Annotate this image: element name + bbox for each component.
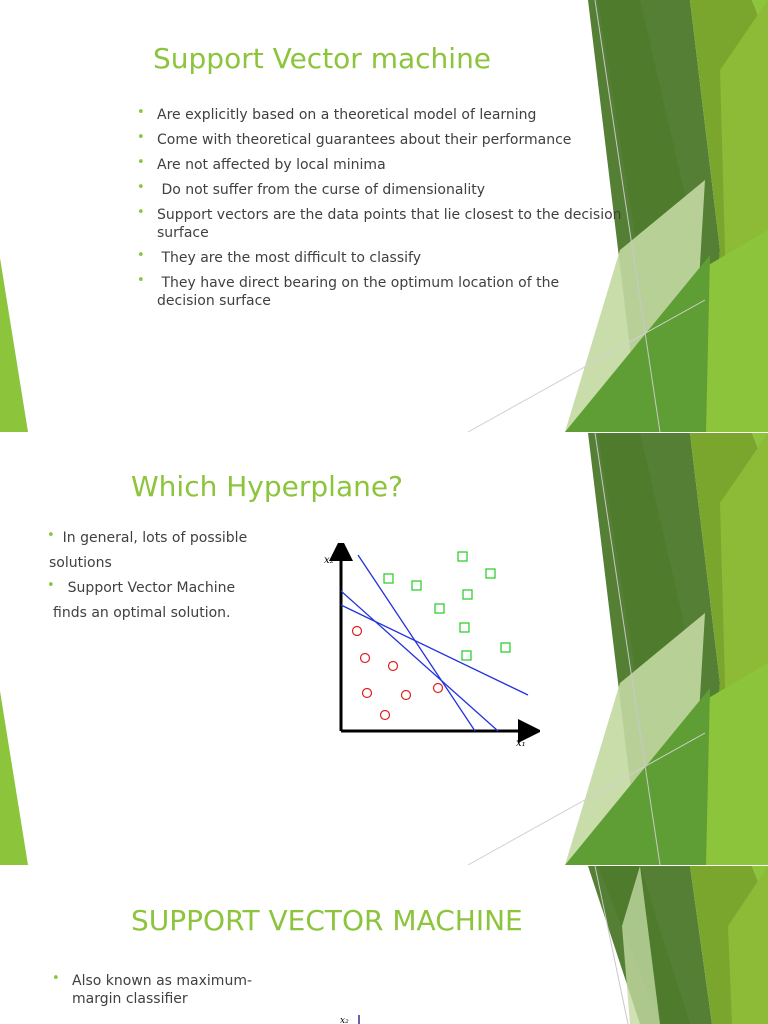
circle-point — [381, 711, 390, 720]
bullet-icon: • — [47, 528, 55, 543]
bullet-icon: • — [137, 105, 145, 120]
list-item: • Are explicitly based on a theoretical model of learning — [137, 105, 537, 123]
list-item: • They are the most difficult to classify — [137, 248, 422, 266]
square-point — [501, 643, 510, 652]
list-item: • Support vectors are the data points that lie closest to the decision surface — [137, 205, 622, 241]
hyperplane-figure — [320, 543, 540, 753]
square-point — [458, 552, 467, 561]
class-circles — [353, 627, 443, 720]
y-axis-label: x₂ — [324, 555, 334, 566]
hyperplane-line — [341, 591, 498, 731]
text-line: • Support Vector Machine — [47, 578, 236, 596]
bullet-list — [137, 106, 637, 310]
bullet-list — [52, 972, 282, 1008]
bullet-icon: • — [137, 205, 145, 220]
bullet-icon: • — [47, 578, 55, 593]
square-point — [462, 651, 471, 660]
square-point — [435, 604, 444, 613]
square-point — [460, 623, 469, 632]
bullet-icon: • — [137, 180, 145, 195]
margin-figure-partial — [338, 1014, 378, 1024]
bullet-icon: • — [137, 273, 145, 288]
list-item: • Are not affected by local minima — [137, 155, 386, 173]
square-point — [412, 581, 421, 590]
slide-3 — [0, 866, 768, 1024]
slide-1 — [0, 0, 768, 432]
circle-point — [363, 689, 372, 698]
slide-title: SUPPORT VECTOR MACHINE — [131, 904, 523, 937]
list-item: • Also known as maximum-margin classifier — [52, 971, 253, 1007]
slide-title: Support Vector machine — [153, 42, 492, 75]
text-line: • In general, lots of possible — [47, 528, 248, 546]
circle-point — [361, 654, 370, 663]
slide-2 — [0, 433, 768, 865]
class-squares — [384, 552, 510, 660]
list-item: • Do not suffer from the curse of dimensionality — [137, 180, 485, 198]
bullet-icon: • — [137, 155, 145, 170]
bullet-icon: • — [137, 130, 145, 145]
text-line: finds an optimal solution. — [53, 605, 231, 621]
circle-point — [434, 684, 443, 693]
slide-title: Which Hyperplane? — [131, 470, 403, 503]
list-item: • They have direct bearing on the optimum location of the decision surface — [137, 273, 564, 309]
bullet-icon: • — [137, 248, 145, 263]
text-line: solutions — [49, 555, 112, 571]
circle-point — [353, 627, 362, 636]
circle-point — [402, 691, 411, 700]
circle-point — [389, 662, 398, 671]
list-item: • Come with theoretical guarantees about their performance — [137, 130, 572, 148]
square-point — [486, 569, 495, 578]
square-point — [463, 590, 472, 599]
bullet-icon: • — [52, 971, 60, 986]
y-axis-label: x₂ — [340, 1016, 349, 1024]
x-axis-label: x₁ — [516, 738, 526, 749]
hyperplane-line — [341, 605, 528, 695]
square-point — [384, 574, 393, 583]
slide-text — [47, 526, 247, 626]
